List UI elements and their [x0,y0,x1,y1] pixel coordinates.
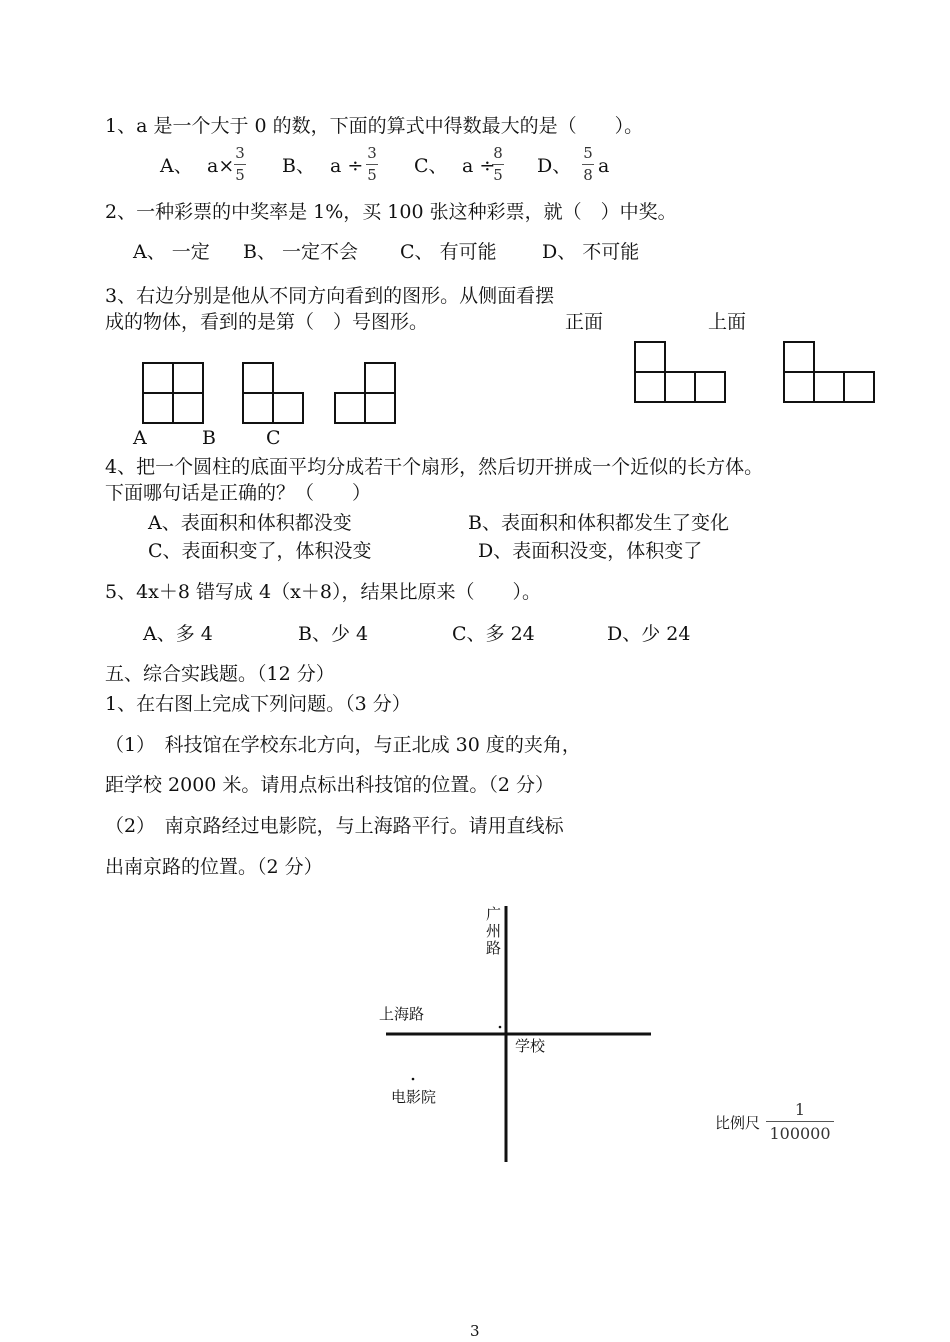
fraction-denominator: 5 [367,166,377,184]
shape-b [243,363,303,423]
section5-part2-line2: 出南京路的位置。（2 分） [105,856,323,878]
q4-option-d: D、表面积没变，体积变了 [478,540,703,562]
shanghai-road-label: 上海路 [379,1005,425,1023]
q5-option-d: D、少 24 [607,623,691,645]
q1-option-c-letter: C、 [414,155,448,177]
page-number: 3 [470,1322,480,1340]
fraction-numerator: 5 [583,144,593,162]
cinema-label: 电影院 [391,1088,437,1106]
q1-option-a-expr: a× [207,155,235,177]
q4-line2: 下面哪句话是正确的？（ ） [105,482,372,504]
section5-part2-line1: （2） 南京路经过电影院，与上海路平行。请用直线标 [105,815,564,837]
scale-numerator: 1 [794,1100,806,1119]
top-view-figure [784,342,874,402]
q2-option-b: B、 一定不会 [243,241,359,263]
shape-a-label: A [133,427,147,449]
section5-heading: 五、综合实践题。（12 分） [105,663,335,685]
q3-line1: 3、右边分别是他从不同方向看到的图形。从侧面看摆 [105,285,555,307]
q1-option-b-letter: B、 [282,155,315,177]
fraction-denominator: 8 [583,166,593,184]
q3-line2: 成的物体，看到的是第（ ）号图形。 [105,311,429,333]
q1-option-d-letter: D、 [537,155,572,177]
fraction-denominator: 5 [493,166,503,184]
q3-front-view-label: 正面 [565,311,604,333]
shape-c [335,363,395,423]
scale-denominator: 100000 [769,1124,831,1143]
q1-option-c-expr: a ÷ [462,155,496,177]
q4-option-a: A、表面积和体积都没变 [148,512,352,534]
guangzhou-road-char-1: 广 [486,905,502,923]
q5-stem: 5、4x＋8 错写成 4（x＋8），结果比原来（ ）。 [105,581,541,603]
scale-label: 比例尺 [715,1114,761,1132]
q5-option-a: A、多 4 [143,623,213,645]
q4-option-b: B、表面积和体积都发生了变化 [468,512,729,534]
section5-part1-line1: （1） 科技馆在学校东北方向，与正北成 30 度的夹角， [105,734,581,756]
shape-b-label: B [202,427,216,449]
front-view-figure [635,342,725,402]
guangzhou-road-char-2: 州 [486,922,502,940]
scale-fraction [766,1100,834,1143]
q4-line1: 4、把一个圆柱的底面平均分成若干个扇形，然后切开拼成一个近似的长方体。 [105,456,764,478]
q4-option-c: C、表面积变了，体积没变 [148,540,372,562]
shape-c-label: C [266,427,281,449]
section5-part1-line2: 距学校 2000 米。请用点标出科技馆的位置。（2 分） [105,774,555,796]
fraction-numerator: 3 [367,144,377,162]
fraction-bar [766,1121,834,1122]
q1-stem: 1、a 是一个大于 0 的数，下面的算式中得数最大的是（ ）。 [105,115,644,137]
fraction-denominator: 5 [235,166,245,184]
q2-option-a: A、 一定 [133,241,210,263]
q5-option-c: C、多 24 [452,623,535,645]
cinema-point [412,1078,415,1081]
shape-a [143,363,203,423]
q5-option-b: B、少 4 [298,623,369,645]
school-label: 学校 [515,1037,546,1055]
q1-option-b-expr: a ÷ [330,155,364,177]
school-point [499,1026,502,1029]
map [386,906,651,1162]
q1-option-d-suffix: a [598,155,610,177]
q1-option-a-letter: A、 [160,155,193,177]
q2-option-c: C、 有可能 [400,241,497,263]
guangzhou-road-char-3: 路 [486,939,502,957]
fraction-numerator: 3 [235,144,245,162]
q2-stem: 2、一种彩票的中奖率是 1%，买 100 张这种彩票，就（ ）中奖。 [105,201,677,223]
fraction-numerator: 8 [493,144,503,162]
q2-option-d: D、 不可能 [542,241,640,263]
section5-q1: 1、在右图上完成下列问题。（3 分） [105,693,411,715]
q3-top-view-label: 上面 [708,311,747,333]
